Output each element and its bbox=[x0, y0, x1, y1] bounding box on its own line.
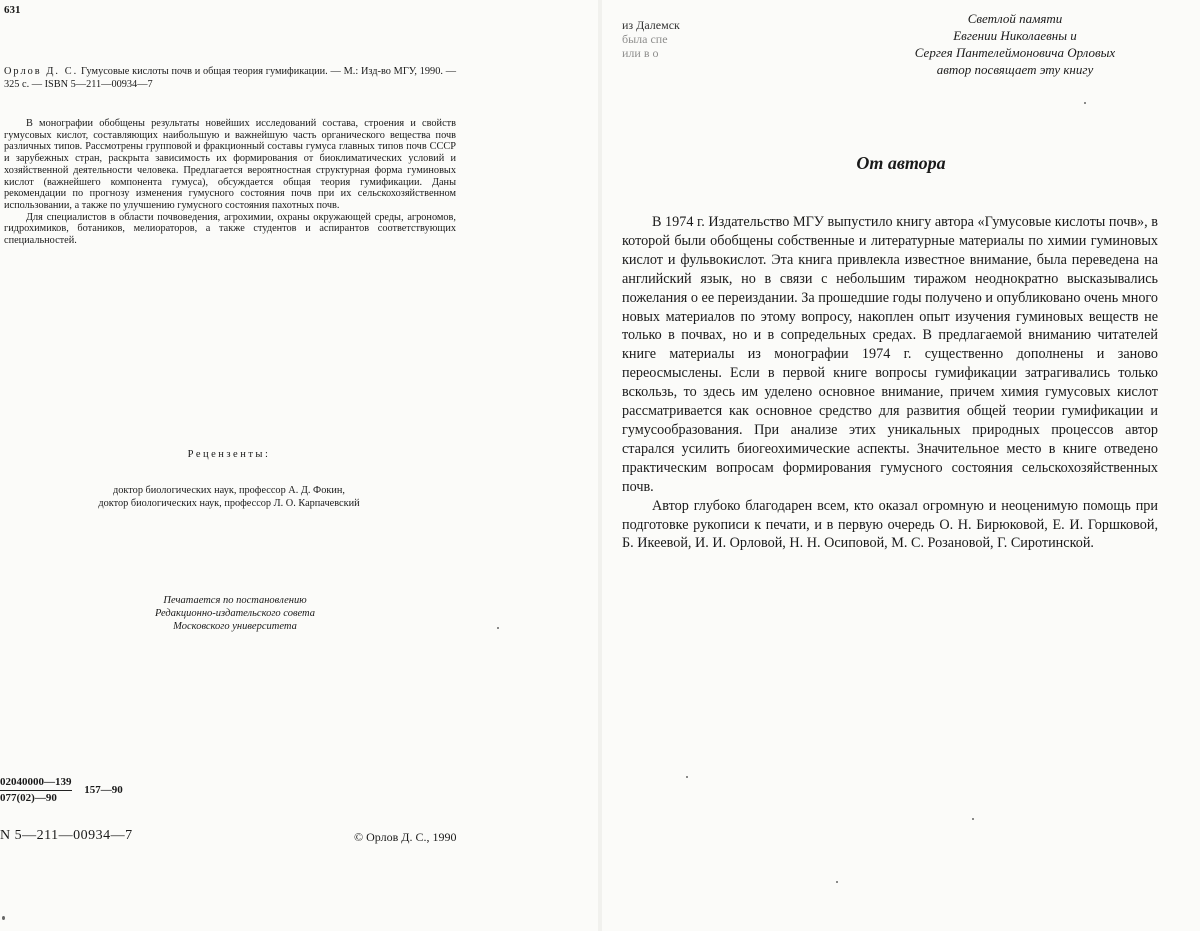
bibliographic-author: Орлов Д. С. bbox=[4, 66, 79, 77]
print-speck bbox=[2, 916, 5, 920]
print-speck bbox=[1084, 102, 1086, 104]
publication-code bbox=[0, 775, 123, 805]
print-speck bbox=[497, 627, 499, 629]
foreword-body bbox=[622, 213, 1158, 553]
imprint-note bbox=[90, 594, 380, 633]
reviewer-line: доктор биологических наук, профессор Л. О. Карпачевский bbox=[98, 497, 360, 509]
right-page bbox=[602, 0, 1200, 931]
bibliographic-record bbox=[4, 66, 456, 91]
reviewer-line: доктор биологических наук, профессор А. Д. Фокин, bbox=[113, 485, 345, 496]
imprint-line: Московского университета bbox=[173, 621, 297, 632]
abstract bbox=[4, 118, 456, 247]
scrap-line: была спе bbox=[622, 32, 668, 46]
abstract-paragraph: В монографии обобщены результаты новейших исследований состава, строения и свойств гумусовых кислот, составляющих наибольшую и важнейшую часть органического вещества почв различных типов. Рассмотрены групповой и фракционный составы гумуса главных типов почв СССР и зарубежных стран, раскрыта зависимость их формирования от биоклиматических условий и хозяйственной деятельности человека. Предлагается вероятностная структурная форма гуминовых кислот (важнейшего компонента гумуса), обсуждается общая теория гумификации. Даны рекомендации по прогнозу изменения гумусного состояния почв при их сельскохозяйственном использовании, а также по улучшению гумусного состояния пахотных почв. bbox=[4, 118, 456, 211]
imprint-line: Печатается по постановлению bbox=[163, 595, 307, 606]
code-denominator: 077(02)—90 bbox=[0, 792, 57, 804]
abstract-paragraph: Для специалистов в области почвоведения, агрохимии, охраны окружающей среды, агрономов, гидрохимиков, ботаников, мелиораторов, а также студентов и аспирантов соответствующих специальностей. bbox=[4, 211, 456, 247]
reviewers-list bbox=[0, 485, 458, 510]
foreword-title: От автора bbox=[856, 153, 946, 173]
bibliographic-text: Гумусовые кислоты почв и общая теория гумификации. — М.: Изд-во МГУ, 1990. — 325 с. — ISBN 5—211—00934—7 bbox=[4, 66, 456, 90]
code-price: 157—90 bbox=[84, 784, 123, 796]
dedication bbox=[870, 10, 1160, 78]
foreword-paragraph: В 1974 г. Издательство МГУ выпустило книгу автора «Гумусовые кислоты почв», в которой были обобщены собственные и литературные материалы по химии гуминовых кислот и фульвокислот. Эта книга привлекла известное внимание, была переведена на английский язык, но в связи с небольшим тиражом неоднократно высказывались пожелания о ее переиздании. За прошедшие годы получено и опубликовано очень много новых материалов по этому вопросу, накоплен опыт изучения гуминовых веществ не только в почвах, но и в сопредельных средах. В предлагаемой вниманию читателей книге материалы из монографии 1974 г. существенно дополнены и заново переосмыслены. Если в первой книге вопросы гумификации затрагивались только вскользь, то здесь им уделено основное внимание, причем химия гумусовых кислот рассматривается как основное средство для развития общей теории гумификации и гумусообразования. При анализе этих уникальных природных процессов автор старался усилить биогеохимические аспекты. Значительное место в книге отведено практическим вопросам формирования гумусного состояния сельскохозяйственных почв. bbox=[622, 214, 1158, 495]
dedication-line: Евгении Николаевны и bbox=[953, 28, 1077, 43]
code-fraction bbox=[0, 775, 72, 805]
bleed-through-scrap bbox=[622, 18, 680, 60]
print-speck bbox=[836, 881, 838, 883]
scrap-line: из Далемск bbox=[622, 18, 680, 32]
isbn-line: N 5—211—00934—7 bbox=[0, 828, 133, 843]
scrap-line: или в о bbox=[622, 46, 659, 60]
dedication-line: Светлой памяти bbox=[967, 11, 1063, 26]
print-speck bbox=[686, 776, 688, 778]
dedication-line: автор посвящает эту книгу bbox=[936, 62, 1094, 77]
foreword-paragraph: Автор глубоко благодарен всем, кто оказал огромную и неоценимую помощь при подготовке рукописи к печати, и в первую очередь О. Н. Бирюковой, Е. И. Горшковой, Б. Икеевой, И. И. Орловой, Н. Н. Осиповой, М. С. Розановой, Г. Сиротинской. bbox=[622, 497, 1158, 552]
copyright: © Орлов Д. С., 1990 bbox=[354, 830, 457, 844]
code-numerator: 02040000—139 bbox=[0, 775, 72, 791]
left-page bbox=[0, 0, 598, 931]
dedication-line: Сергея Пантелеймоновича Орловых bbox=[914, 45, 1116, 60]
page-number: 631 bbox=[4, 4, 21, 16]
imprint-line: Редакционно-издательского совета bbox=[154, 608, 315, 619]
reviewers-heading: Рецензенты: bbox=[187, 449, 271, 460]
print-speck bbox=[972, 818, 974, 820]
